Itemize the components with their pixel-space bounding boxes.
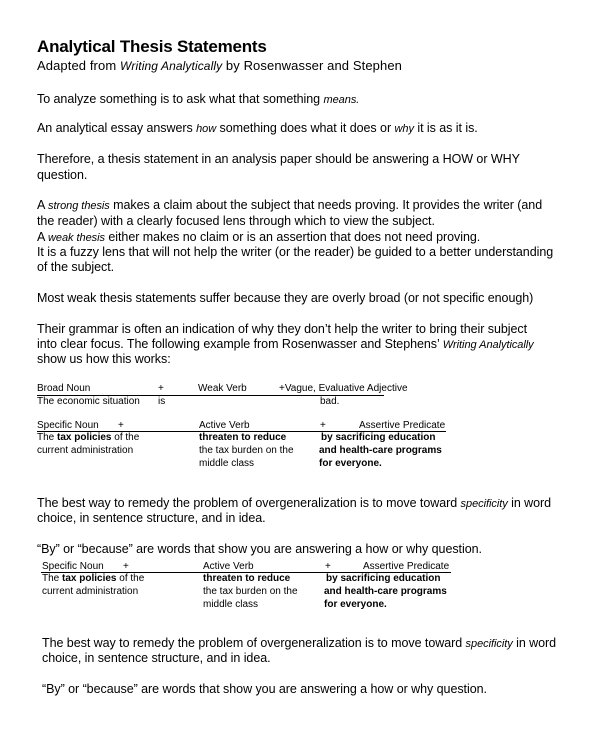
active-verb-line-3: middle class	[199, 458, 255, 469]
paragraph-4-line-5: of the subject.	[37, 260, 115, 274]
plus-sign: +	[158, 383, 164, 394]
specific-noun-header: Specific Noun	[42, 561, 104, 572]
page-title: Analytical Thesis Statements	[37, 37, 267, 56]
active-verb-header: Active Verb	[203, 561, 254, 572]
weak-verb-cell: is	[158, 396, 166, 407]
assertive-predicate-line-2: and health-care programs	[324, 586, 447, 597]
plus-sign: +	[325, 561, 331, 572]
broad-noun-header: Broad Noun	[37, 383, 91, 394]
assertive-predicate-line-2: and health-care programs	[319, 445, 442, 456]
page-subtitle: Adapted from Writing Analytically by Rosenwasser and Stephen	[37, 58, 402, 73]
active-verb-header: Active Verb	[199, 420, 250, 431]
specific-noun-header: Specific Noun	[37, 420, 99, 431]
paragraph-7-line-2: choice, in sentence structure, and in idea.	[37, 511, 266, 525]
paragraph-5: Most weak thesis statements suffer because they are overly broad (or not specific enough)	[37, 291, 534, 305]
paragraph-4-line-4: It is a fuzzy lens that will not help the writer (or the reader) be guided to a better understanding	[37, 245, 554, 259]
active-verb-line-2: the tax burden on the	[199, 445, 294, 456]
plus-sign: +	[123, 561, 129, 572]
specific-noun-line-2: current administration	[42, 586, 139, 597]
specific-noun-line-2: current administration	[37, 445, 134, 456]
specific-noun-line-1: The tax policies of the	[37, 432, 140, 443]
paragraph-9-line-2: choice, in sentence structure, and in idea.	[42, 651, 271, 665]
paragraph-6-line-2: into clear focus. The following example from Rosenwasser and Stephens’ Writing Analytically	[37, 337, 534, 351]
assertive-predicate-header: Assertive Predicate	[359, 420, 446, 431]
plus-sign: +	[320, 420, 326, 431]
assertive-predicate-header: Assertive Predicate	[363, 561, 450, 572]
paragraph-6-line-1: Their grammar is often an indication of why they don’t help the writer to bring their subject	[37, 322, 528, 336]
assertive-predicate-line-3: for everyone.	[319, 458, 382, 469]
vague-adjective-header: +Vague, Evaluative Adjective	[279, 383, 408, 394]
assertive-predicate-line-1: by sacrificing education	[326, 573, 441, 584]
paragraph-4-line-3: A weak thesis either makes no claim or is an assertion that does not need proving.	[37, 230, 481, 244]
paragraph-9-line-1: The best way to remedy the problem of overgeneralization is to move toward specificity in word	[42, 636, 557, 650]
weak-verb-header: Weak Verb	[198, 383, 247, 394]
paragraph-4-line-2: the reader) with a clearly focused lens through which to view the subject.	[37, 214, 435, 228]
paragraph-7-line-1: The best way to remedy the problem of overgeneralization is to move toward specificity in word	[37, 496, 552, 510]
active-verb-line-3: middle class	[203, 599, 259, 610]
specific-noun-line-1: The tax policies of the	[42, 573, 145, 584]
paragraph-6-line-3: show us how this works:	[37, 352, 171, 366]
paragraph-3-line-1: Therefore, a thesis statement in an analysis paper should be answering a HOW or WHY	[37, 152, 520, 166]
active-verb-line-2: the tax burden on the	[203, 586, 298, 597]
paragraph-1: To analyze something is to ask what that something means.	[37, 92, 360, 106]
active-verb-line-1: threaten to reduce	[203, 573, 291, 584]
broad-noun-cell: The economic situation	[37, 396, 140, 407]
assertive-predicate-line-1: by sacrificing education	[321, 432, 436, 443]
assertive-predicate-line-3: for everyone.	[324, 599, 387, 610]
paragraph-10: “By” or “because” are words that show you are answering a how or why question.	[42, 682, 487, 696]
paragraph-4-line-1: A strong thesis makes a claim about the subject that needs proving. It provides the writer (and	[37, 198, 543, 212]
book-title: Writing Analytically	[119, 59, 223, 73]
paragraph-8: “By” or “because” are words that show you are answering a how or why question.	[37, 542, 482, 556]
paragraph-3-line-2: question.	[37, 168, 88, 182]
active-verb-line-1: threaten to reduce	[199, 432, 287, 443]
vague-adjective-cell: bad.	[320, 396, 340, 407]
plus-sign: +	[118, 420, 124, 431]
paragraph-2: An analytical essay answers how something does what it does or why it is as it is.	[37, 121, 478, 135]
